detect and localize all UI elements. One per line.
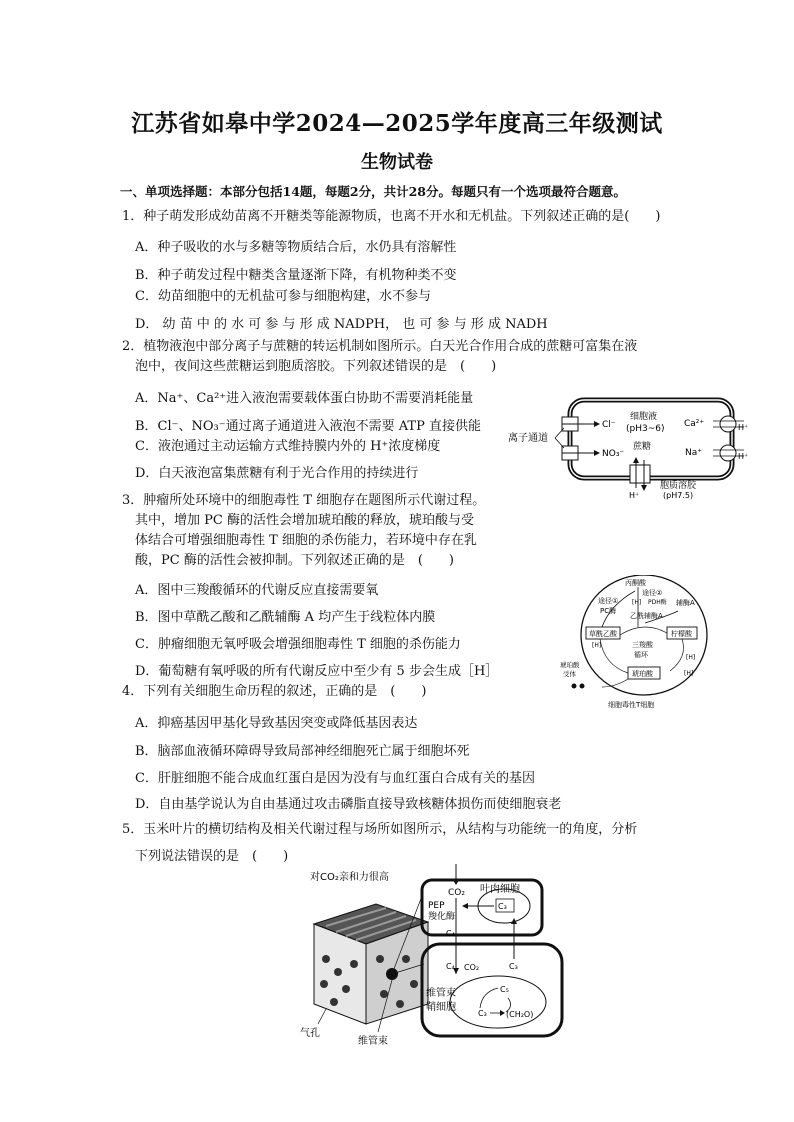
mesophyll-cell-label: 叶肉细胞 [480,884,520,895]
q2-stem-line1: 2．植物液泡中部分离子与蔗糖的转运机制如图所示。白天光合作用合成的蔗糖可富集在液 [122,339,638,354]
h-right-bottom-label: H⁺ [738,452,748,461]
c4-lower-label: C₄ [446,962,455,971]
c3-mesophyll-label: C₃ [498,902,507,911]
co2-sheath-label: CO₂ [464,963,480,972]
q2-option-c: C．液泡通过主动运输方式维持膜内外的 H⁺浓度梯度 [135,439,441,454]
t-cell-label: 细胞毒性T细胞 [608,701,655,709]
q4-option-b: B．脑部血液循环障碍导致局部神经细胞死亡属于细胞坏死 [135,744,470,759]
q3-option-d: D．葡萄糖有氧呼吸的所有代谢反应中至少有 5 步会生成［H］ [135,664,499,679]
c3-return-label: C₃ [509,962,518,971]
ion-channel-label: 离子通道 [508,433,548,444]
q1-option-c: C．幼苗细胞中的无机盐可参与细胞构建，水不参与 [135,289,431,304]
cell-sap-label: 细胞液 [630,412,658,422]
c4-upper-label: C₄ [446,929,455,938]
na-label: Na⁺ [685,448,702,458]
sucrose-label: 蔗糖 [633,442,652,452]
q3-stem-line1: 3．肿瘤所处环境中的细胞毒性 T 细胞存在题图所示代谢过程。 [122,493,486,508]
q1-option-a: A．种子吸收的水与多糖等物质结合后，水仍具有溶解性 [135,240,457,255]
q1-option-d: D． 幼 苗 中 的 水 可 参 与 形 成 NADPH， 也 可 参 与 形 成 NADH [135,317,548,332]
q4-stem: 4．下列有关细胞生命历程的叙述，正确的是 ( ) [122,684,427,699]
acetyl-coa-label: 乙酰辅酶A [630,612,663,620]
cell-sap-ph-label: (pH3~6) [626,424,665,434]
tca-label-1: 三羧酸 [632,641,653,649]
stoma-label: 气孔 [300,1028,320,1039]
q2-option-d: D．白天液泡富集蔗糖有利于光合作用的持续进行 [135,466,419,481]
bundle-sheath-label-2: 鞘细胞 [426,1002,456,1013]
t-cell-metabolism-diagram [560,575,720,710]
q2-option-b: B．Cl⁻、NO₃⁻通过离子通道进入液泡不需要 ATP 直接供能 [135,419,481,434]
pep-carboxylase-label: 羧化酶 [428,912,456,922]
q4-option-a: A．抑癌基因甲基化导致基因突变或降低基因表达 [135,716,418,731]
h-pdh-label: [H] [632,599,642,606]
pathway1-label: 途径① [598,597,619,605]
q3-stem-line3: 体结合可增强细胞毒性 T 细胞的杀伤能力，若环境中存在乳 [135,533,477,548]
c5-label: C₅ [500,985,509,994]
q3-stem-line4: 酸，PC 酶的活性会被抑制。下列叙述正确的是 ( ) [135,553,454,568]
q3-option-a: A．图中三羧酸循环的代谢反应直接需要氧 [135,583,379,598]
pyruvate-label: 丙酮酸 [625,579,646,587]
oxaloacetate-label: 草酰乙酸 [589,630,617,638]
no3-label: NO₃⁻ [602,449,625,459]
q1-option-b: B．种子萌发过程中糖类含量逐渐下降，有机物种类不变 [135,268,457,283]
succinate-receptor-label-2: 受体 [563,670,576,678]
co2-mesophyll-label: CO₂ [448,888,465,898]
cl-label: Cl⁻ [602,420,616,430]
pathway2-label: 途径② [642,589,663,597]
leaf-cross-section [314,904,428,1024]
q3-stem-line2: 其中，增加 PC 酶的活性会增加琥珀酸的释放，琥珀酸与受 [135,513,474,528]
bundle-sheath-label-1: 维管束 [426,988,456,999]
cytosol-ph-label: (pH7.5) [663,491,694,500]
coa-label: 辅酶A [676,599,695,607]
pdh-enzyme-label: PDH酶 [648,599,667,606]
cytosol-label: 胞质溶胶 [660,481,697,491]
h-left-label: [H] [592,642,602,649]
ca-label: Ca²⁺ [684,419,705,429]
q5-stem-line1: 5．玉米叶片的横切结构及相关代谢过程与场所如图所示，从结构与功能统一的角度，分析 [122,822,638,837]
q1-stem: 1．种子萌发形成幼苗离不开糖类等能源物质，也离不开水和无机盐。下列叙述正确的是( ) [122,209,661,224]
vacuole-transport-diagram [508,390,748,500]
q2-option-a: A．Na⁺、Ca²⁺进入液泡需要载体蛋白协助不需要消耗能量 [135,391,474,406]
q5-stem-line2: 下列说法错误的是 ( ) [135,849,289,864]
q4-option-c: C．肝脏细胞不能合成血红蛋白是因为没有与血红蛋白合成有关的基因 [135,771,535,786]
q3-option-b: B．图中草酰乙酸和乙酰辅酶 A 均产生于线粒体内膜 [135,610,436,625]
h-right-top-label: H⁺ [738,423,748,432]
h-right-lower-label: [H] [684,670,694,677]
pc-enzyme-label: PC酶 [600,607,617,615]
co2-affinity-label: 对CO₂亲和力很高 [310,872,389,883]
q2-stem-line2: 泡中，夜间这些蔗糖运到胞质溶胶。下列叙述错误的是 ( ) [135,359,497,374]
q4-option-d: D．自由基学说认为自由基通过攻击磷脂直接导致核糖体损伤而使细胞衰老 [135,797,562,812]
h-bottom-label: H⁺ [629,491,640,500]
c3-sheath-label: C₃ [478,1009,487,1018]
succinate-receptor-label-1: 琥珀酸 [560,661,580,669]
exam-subject: 生物试卷 [361,152,433,173]
h-right-upper-label: [H] [686,654,696,661]
succinate-label: 琥珀酸 [632,670,653,678]
pep-label: PEP [428,901,445,911]
vascular-bundle-label: 维管束 [358,1036,388,1046]
tca-label-2: 循环 [634,651,648,659]
citrate-label: 柠檬酸 [671,630,692,638]
section-heading: 一、单项选择题：本部分包括14题，每题2分，共计28分。每题只有一个选项最符合题意。 [120,184,626,199]
exam-title: 江苏省如皋中学2024—2025学年度高三年级测试 [131,110,663,137]
maize-leaf-c4-diagram [296,864,568,1046]
q3-option-c: C．肿瘤细胞无氧呼吸会增强细胞毒性 T 细胞的杀伤能力 [135,637,461,652]
ch2o-label: (CH₂O) [506,1010,534,1019]
